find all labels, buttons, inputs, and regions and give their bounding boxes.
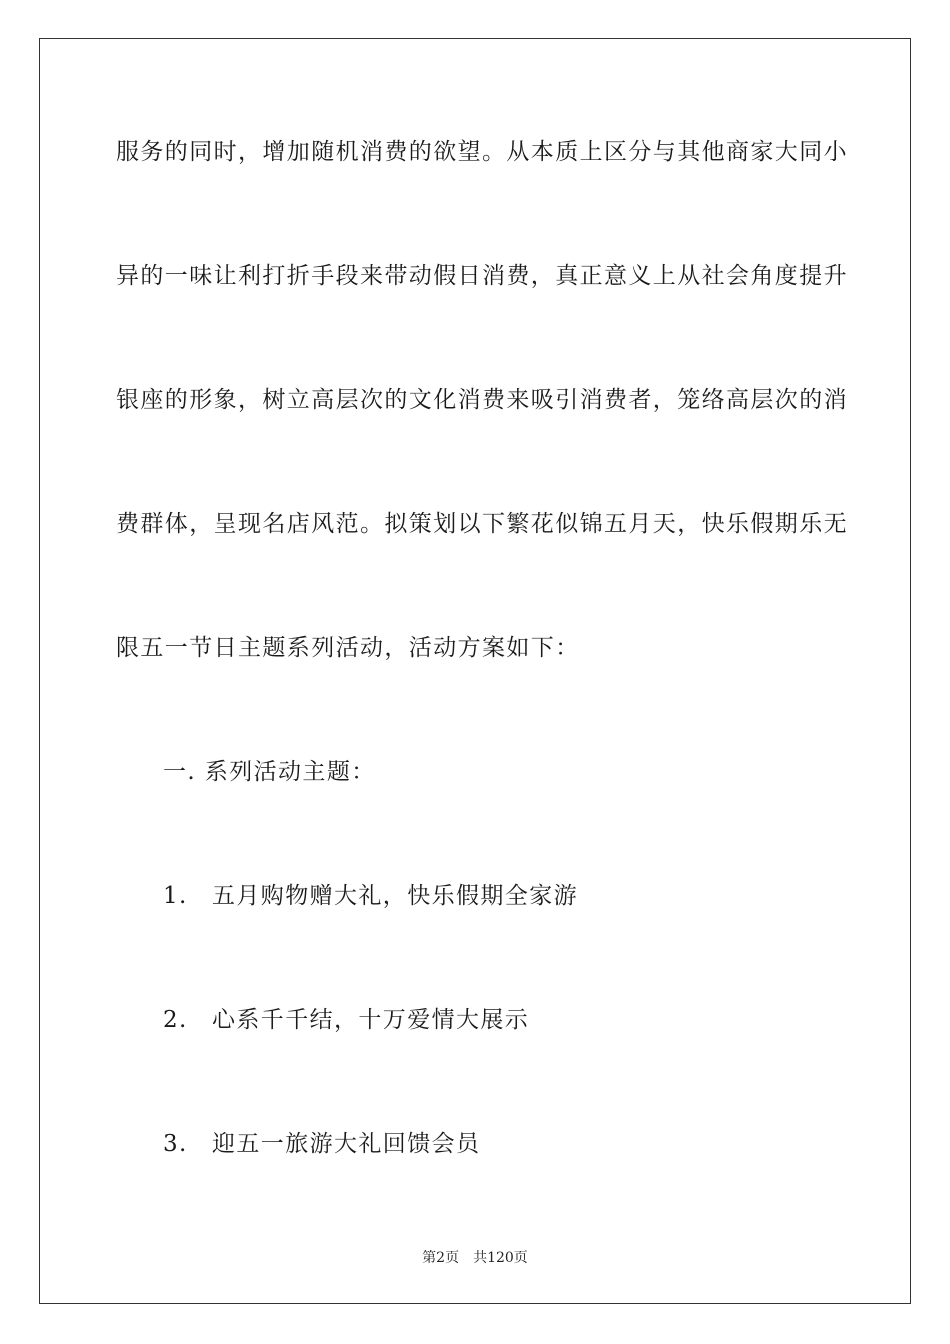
- paragraph-line-2: 异的一味让利打折手段来带动假日消费，真正意义上从社会角度提升: [116, 263, 848, 289]
- list-item-text: 迎五一旅游大礼回馈会员: [212, 1131, 481, 1157]
- paragraph-line-5: 限五一节日主题系列活动，活动方案如下：: [116, 635, 580, 661]
- list-item-number: 2.: [163, 1007, 188, 1033]
- list-item-number: 3.: [163, 1131, 188, 1157]
- page-footer: 第2页 共120页: [422, 1250, 528, 1266]
- page-frame: [39, 38, 911, 1304]
- section-heading: 一. 系列活动主题：: [163, 759, 376, 785]
- list-item-text: 心系千千结，十万爱情大展示: [212, 1007, 530, 1033]
- paragraph-line-4: 费群体，呈现名店风范。拟策划以下繁花似锦五月天，快乐假期乐无: [116, 511, 848, 537]
- list-item-text: 五月购物赠大礼，快乐假期全家游: [212, 883, 578, 909]
- paragraph-line-3: 银座的形象，树立高层次的文化消费来吸引消费者，笼络高层次的消: [116, 387, 848, 413]
- list-item-number: 1.: [163, 883, 188, 909]
- paragraph-line-1: 服务的同时，增加随机消费的欲望。从本质上区分与其他商家大同小: [116, 139, 848, 165]
